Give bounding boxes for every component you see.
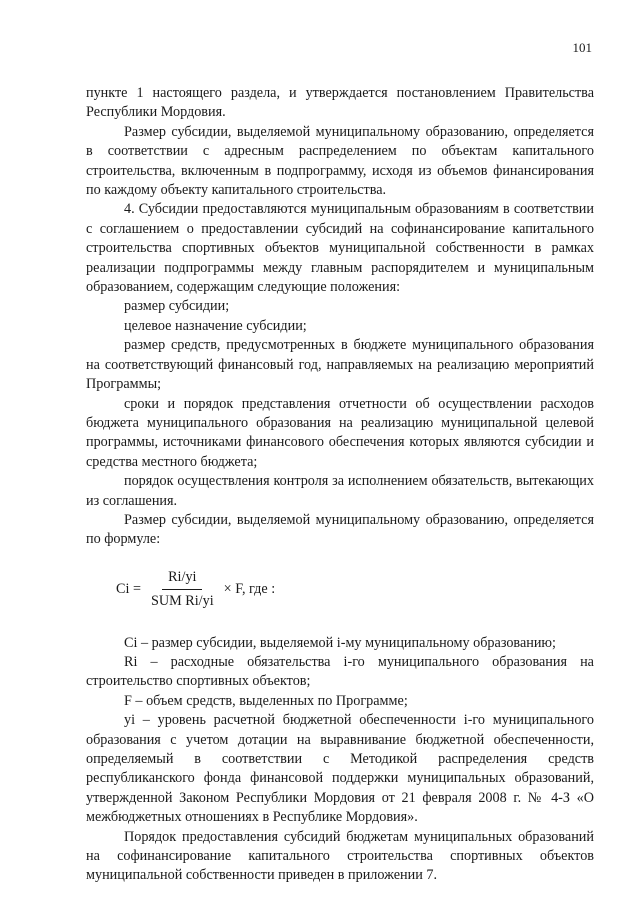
formula-numerator: Ri/yi bbox=[162, 568, 202, 590]
page-number: 101 bbox=[572, 40, 592, 55]
paragraph: целевое назначение субсидии; bbox=[124, 317, 307, 334]
formula-fraction bbox=[145, 568, 220, 612]
formula-lhs: Ci = bbox=[116, 580, 141, 597]
paragraph: порядок осуществления контроля за исполнением обязательств, вытекающих из соглашения. bbox=[86, 473, 594, 509]
paragraph: 4. Субсидии предоставляются муниципальным образованиям в соответствии с соглашением о предоставлении субсидий на софинансирование капитального строительства спортивных объектов муниципальной собственности в рамках реализации подпрограммы между главным распорядителем и муниципальным образованием, содержащим следующие положения: bbox=[86, 201, 594, 296]
paragraph: F – объем средств, выделенных по Программе; bbox=[124, 692, 408, 709]
paragraph: размер средств, предусмотренных в бюджете муниципального образования на соответствующий финансовый год, направляемых на реализацию мероприятий Программы; bbox=[86, 337, 594, 393]
paragraph: сроки и порядок представления отчетности об осуществлении расходов бюджета муниципального образования на реализацию муниципальной целевой программы, источниками финансового обеспечения которых являются субсидии и средства местного бюджета; bbox=[86, 395, 594, 470]
paragraphs-before-formula bbox=[86, 84, 594, 550]
paragraph: Ci – размер субсидии, выделяемой i-му муниципальному образованию; bbox=[124, 634, 556, 651]
paragraph: Порядок предоставления субсидий бюджетам муниципальных образований на софинансирование капитального строительства спортивных объектов муниципальной собственности приведен в приложении 7. bbox=[86, 828, 594, 884]
paragraph: размер субсидии; bbox=[124, 298, 230, 315]
paragraph: Размер субсидии, выделяемой муниципальному образованию, определяется в соответствии с адресным распределением по объектам капитального строительства, включенным в подпрограмму, исходя из объемов финансирования по каждому объекту капитального строительства. bbox=[86, 123, 594, 199]
paragraph: Ri – расходные обязательства i-го муниципального образования на строительство спортивных объектов; bbox=[86, 653, 594, 690]
paragraphs-after-formula bbox=[86, 634, 594, 886]
paragraph: Размер субсидии, выделяемой муниципальному образованию, определяется по формуле: bbox=[86, 511, 594, 548]
formula-rhs: × F, где : bbox=[223, 580, 276, 597]
subsidy-formula bbox=[116, 568, 594, 612]
document-body bbox=[86, 84, 594, 886]
formula-denominator: SUM Ri/yi bbox=[150, 593, 214, 610]
paragraph: yi – уровень расчетной бюджетной обеспеченности i-го муниципального образования с учетом дотации на выравнивание бюджетной обеспеченности, определяемый в соответствии с Методикой распределения средств республиканского фонда финансовой поддержки муниципальных образований, утвержденной Законом Республики Мордовия от 21 февраля 2008 г. № 4-З «О межбюджетных отношениях в Республике Мордовия». bbox=[86, 712, 594, 826]
paragraph: пункте 1 настоящего раздела, и утверждается постановлением Правительства Республики Мордовия. bbox=[86, 85, 594, 121]
